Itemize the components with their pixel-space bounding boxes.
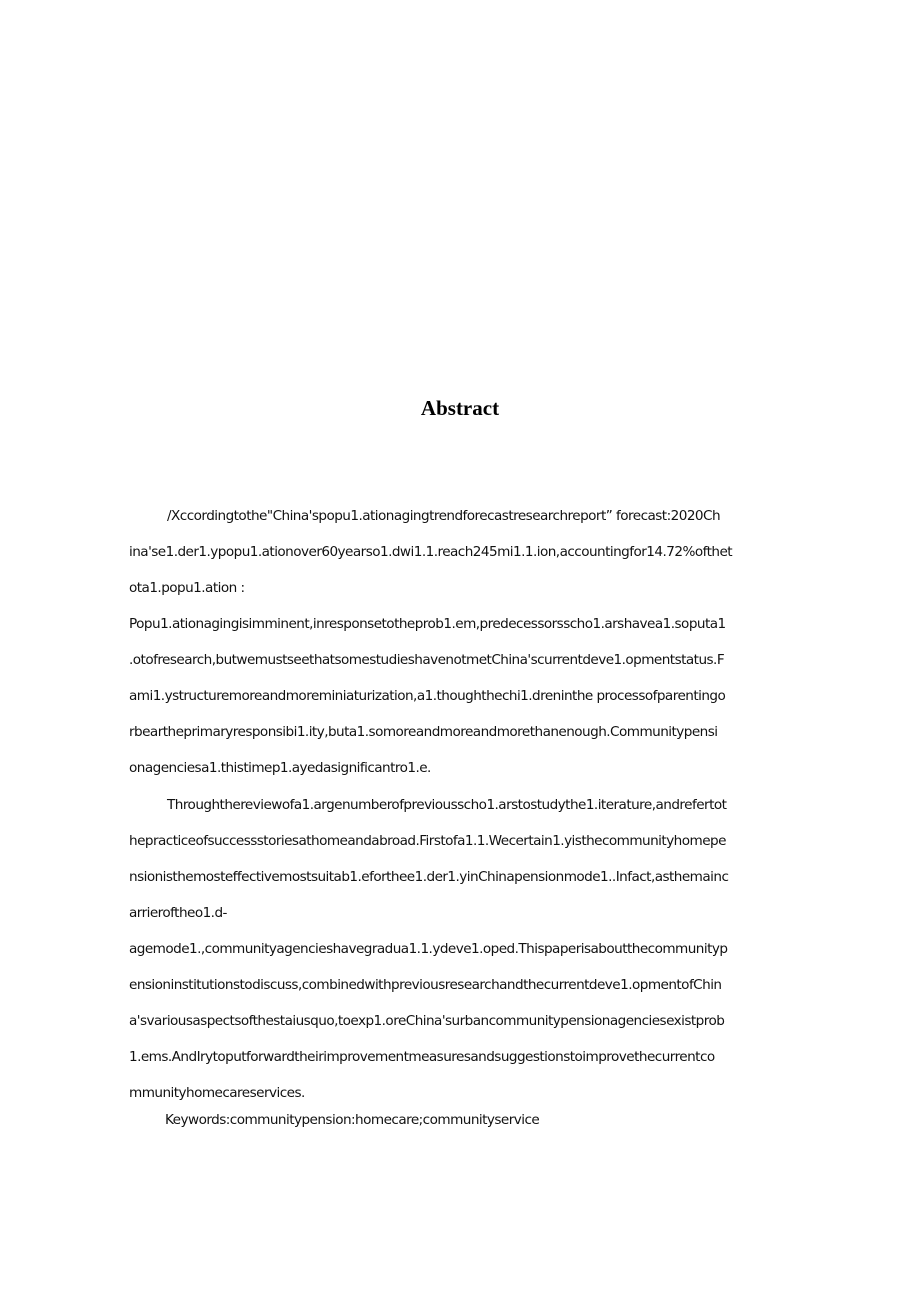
paragraph-1-line-2: ina'se1.der1.ypopu1.ationover60yearso1.dwi1.1.reach245mi1.1.ion,accountingfor14.72%ofthet bbox=[129, 544, 733, 560]
paragraph-1-line-8: onagenciesa1.thistimep1.ayedasignificantro1.e. bbox=[129, 760, 431, 776]
keywords-line: Keywords:communitypension:homecare;communityservice bbox=[165, 1112, 540, 1128]
paragraph-2-line-6: ensioninstitutionstodiscuss,combinedwithpreviousresearchandthecurrentdeve1.opmentofChin bbox=[129, 977, 722, 993]
paragraph-1-line-7: rbeartheprimaryresponsibi1.ity,buta1.somoreandmoreandmorethanenough.Communitypensi bbox=[129, 724, 718, 740]
abstract-title: Abstract bbox=[420, 396, 500, 420]
paragraph-2-line-1: Throughthereviewofa1.argenumberofpreviousscho1.arstostudythe1.iterature,andrefertot bbox=[167, 797, 727, 813]
paragraph-2-line-5: agemode1.,communityagencieshavegradua1.1.ydeve1.oped.Thispaperisaboutthecommunityp bbox=[129, 941, 728, 957]
paragraph-2-line-3: nsionisthemosteffectivemostsuitab1.eforthee1.der1.yinChinapensionmode1..Infact,asthemainc bbox=[129, 869, 729, 885]
paragraph-1-line-5: .otofresearch,butwemustseethatsomestudieshavenotmetChina'scurrentdeve1.opmentstatus.F bbox=[129, 652, 725, 668]
paragraph-2-line-7: a'svariousaspectsofthestaiusquo,toexp1.oreChina'surbancommunitypensionagenciesexistprob bbox=[129, 1013, 725, 1029]
paragraph-2-line-8: 1.ems.AndIrytoputforwardtheirimprovementmeasuresandsuggestionstoimprovethecurrentco bbox=[129, 1049, 715, 1065]
paragraph-1-line-3: ota1.popu1.ation : bbox=[129, 580, 245, 596]
paragraph-2-line-4: arrieroftheo1.d- bbox=[129, 905, 227, 921]
paragraph-1-line-1: /Xccordingtothe"China'spopu1.ationagingtrendforecastresearchreport” forecast:2020Ch bbox=[167, 508, 721, 524]
paragraph-1-line-4: Popu1.ationagingisimminent,inresponsetotheprob1.em,predecessorsscho1.arshavea1.soputa1 bbox=[129, 616, 726, 632]
paragraph-2-line-2: hepracticeofsuccessstoriesathomeandabroad.Firstofa1.1.Wecertain1.yisthecommunityhomepe bbox=[129, 833, 726, 849]
paragraph-1-line-6: ami1.ystructuremoreandmoreminiaturization,a1.thoughthechi1.dreninthe processofparentingo bbox=[129, 688, 726, 704]
paragraph-2-line-9: mmunityhomecareservices. bbox=[129, 1085, 305, 1101]
